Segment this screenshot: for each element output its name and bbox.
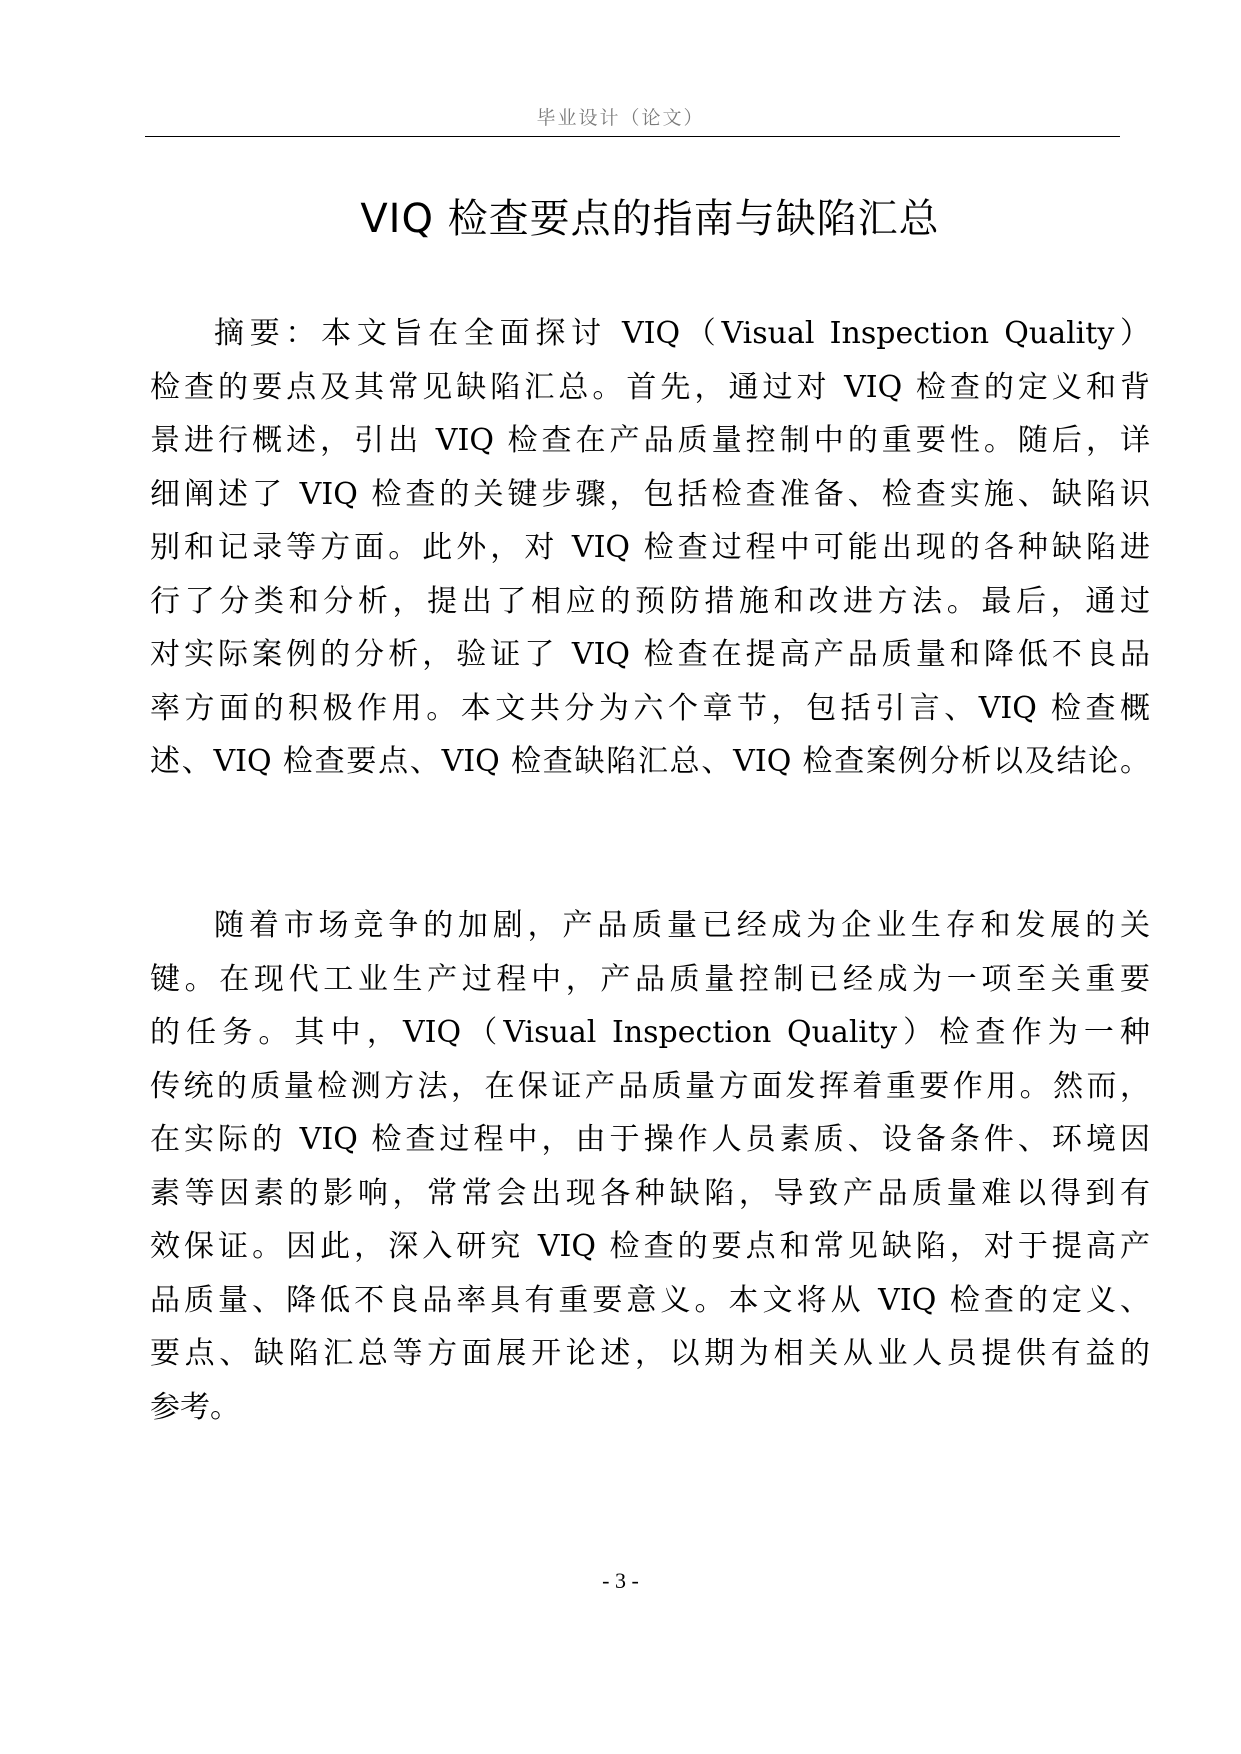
text-line: 效保证。因此，深入研究 VIQ 检查的要点和常见缺陷，对于提高产 bbox=[150, 1229, 1150, 1264]
text-line: 的任务。其中，VIQ（Visual Inspection Quality）检查作为一种 bbox=[150, 1015, 1150, 1050]
text-line: 键。在现代工业生产过程中，产品质量控制已经成为一项至关重要 bbox=[150, 961, 1150, 997]
text-line: 素等因素的影响，常常会出现各种缺陷，导致产品质量难以得到有 bbox=[150, 1175, 1150, 1211]
text-line: 景进行概述，引出 VIQ 检查在产品质量控制中的重要性。随后，详 bbox=[150, 423, 1150, 458]
text-line: 摘要：本文旨在全面探讨 VIQ（Visual Inspection Quality） bbox=[214, 316, 1150, 351]
text-line: 检查的要点及其常见缺陷汇总。首先，通过对 VIQ 检查的定义和背 bbox=[150, 369, 1150, 405]
intro-paragraph bbox=[150, 899, 1150, 1434]
text-line: 在实际的 VIQ 检查过程中，由于操作人员素质、设备条件、环境因 bbox=[150, 1122, 1150, 1157]
text-line: 参考。 bbox=[150, 1389, 240, 1425]
text-line: 要点、缺陷汇总等方面展开论述，以期为相关从业人员提供有益的 bbox=[150, 1336, 1150, 1371]
text-line: 行了分类和分析，提出了相应的预防措施和改进方法。最后，通过 bbox=[150, 583, 1150, 619]
header-divider bbox=[145, 136, 1120, 137]
abstract-paragraph bbox=[150, 307, 1150, 789]
text-line: 对实际案例的分析，验证了 VIQ 检查在提高产品质量和降低不良品 bbox=[150, 637, 1150, 672]
text-line: 细阐述了 VIQ 检查的关键步骤，包括检查准备、检查实施、缺陷识 bbox=[150, 476, 1150, 512]
text-line: 随着市场竞争的加剧，产品质量已经成为企业生存和发展的关 bbox=[214, 908, 1150, 943]
text-line: 品质量、降低不良品率具有重要意义。本文将从 VIQ 检查的定义、 bbox=[150, 1282, 1150, 1318]
text-line: 率方面的积极作用。本文共分为六个章节，包括引言、VIQ 检查概 bbox=[150, 690, 1150, 726]
text-line: 述、VIQ 检查要点、VIQ 检查缺陷汇总、VIQ 检查案例分析以及结论。 bbox=[150, 744, 1150, 779]
page-header: 毕业设计（论文） bbox=[536, 107, 705, 129]
document-title: VIQ 检查要点的指南与缺陷汇总 bbox=[360, 196, 940, 242]
page-number: - 3 - bbox=[602, 1568, 639, 1593]
text-line: 别和记录等方面。此外，对 VIQ 检查过程中可能出现的各种缺陷进 bbox=[150, 530, 1150, 565]
text-line: 传统的质量检测方法，在保证产品质量方面发挥着重要作用。然而， bbox=[150, 1068, 1150, 1104]
